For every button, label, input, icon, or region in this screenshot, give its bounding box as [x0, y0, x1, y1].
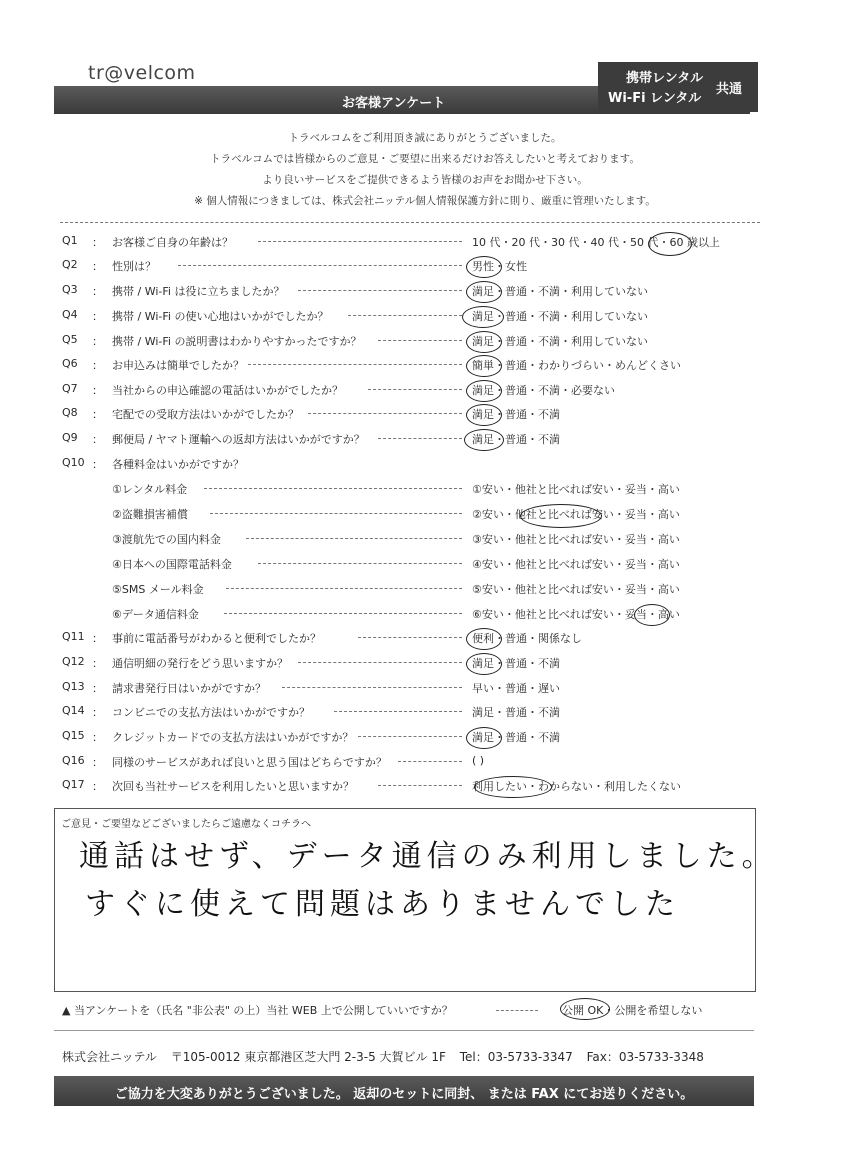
answer-options: 満足・普通・不満・利用していない	[472, 335, 648, 348]
question-text: 携帯 / Wi-Fi の使い心地はいかがでしたか？	[112, 310, 329, 323]
question-colon: ：	[92, 632, 103, 645]
question-colon: ：	[92, 335, 103, 348]
answer-options: 利用したい・わからない・利用したくない	[472, 780, 681, 793]
question-row	[0, 333, 850, 355]
question-number: Q11	[62, 630, 85, 643]
question-row	[0, 234, 850, 256]
question-number: Q4	[62, 308, 78, 321]
question-row	[0, 481, 850, 503]
question-number: Q9	[62, 431, 78, 444]
answer-circle	[466, 404, 502, 426]
answer-options: ④安い・他社と比べれば安い・妥当・高い	[472, 558, 680, 571]
answer-circle	[466, 653, 502, 675]
answer-options: 便利・普通・関係なし	[472, 632, 582, 645]
divider	[54, 1030, 754, 1031]
question-number: Q10	[62, 456, 85, 469]
question-text: 同様のサービスがあれば良いと思う国はどちらですか？	[112, 756, 387, 769]
fee-item-label: ④日本への国際電話料金	[112, 558, 232, 571]
question-row	[0, 406, 850, 428]
leader-line	[226, 588, 462, 589]
company-footer	[62, 1048, 714, 1065]
tag-wifi-rental: Wi-Fi レンタル	[608, 91, 702, 106]
publish-question: ▲ 当アンケートを（氏名 "非公表" の上）当社 WEB 上で公開していいですか？	[62, 1004, 453, 1017]
question-row	[0, 630, 850, 652]
question-number: Q7	[62, 382, 78, 395]
company-name: 株式会社ニッテル	[62, 1050, 157, 1064]
handwritten-comment-line-1: 通話はせず、データ通信のみ利用しました。	[79, 839, 777, 874]
leader-line	[258, 241, 462, 242]
question-text: 各種料金はいかがですか？	[112, 458, 244, 471]
intro-line: ※ 個人情報につきましては、株式会社ニッテル個人情報保護方針に則り、厳重に管理いたします。	[194, 195, 656, 207]
tag-common: 共通	[716, 82, 743, 97]
question-text: 携帯 / Wi-Fi は役に立ちましたか？	[112, 285, 285, 298]
comment-label: ご意見・ご要望などございましたらご遠慮なくコチラへ	[61, 819, 311, 830]
leader-line	[204, 488, 462, 489]
intro-line: より良いサービスをご提供できるよう皆様のお声をお聞かせ下さい。	[262, 174, 588, 186]
fee-item-label: ②盗難損害補償	[112, 508, 188, 521]
question-colon: ：	[92, 756, 103, 769]
question-text: 宅配での受取方法はいかがでしたか？	[112, 408, 299, 421]
question-text: 携帯 / Wi-Fi の説明書はわかりやすかったですか？	[112, 335, 362, 348]
answer-options: ①安い・他社と比べれば安い・妥当・高い	[472, 483, 680, 496]
answer-options: 満足・普通・不満	[472, 731, 560, 744]
leader-line	[246, 538, 462, 539]
question-colon: ：	[92, 384, 103, 397]
thanks-banner	[54, 1076, 754, 1106]
answer-options: 満足・普通・不満・必要ない	[472, 384, 615, 397]
question-row	[0, 357, 850, 379]
leader-line	[224, 613, 462, 614]
question-row	[0, 581, 850, 603]
leader-line	[248, 364, 462, 365]
answer-circle	[466, 380, 502, 402]
leader-line	[178, 265, 462, 266]
divider	[60, 222, 760, 223]
leader-line	[398, 761, 462, 762]
travelcom-logo: tr@velcom	[88, 62, 196, 84]
answer-options: 満足・普通・不満	[472, 408, 560, 421]
question-row	[0, 729, 850, 751]
question-text: 請求書発行日はいかがですか？	[112, 682, 266, 695]
handwritten-comment-line-2: すぐに使えて問題はありませんでした	[85, 887, 680, 922]
answer-options: ⑤安い・他社と比べれば安い・妥当・高い	[472, 583, 680, 596]
question-number: Q12	[62, 655, 85, 668]
leader-line	[368, 389, 462, 390]
publish-options: 公開 OK・公開を希望しない	[562, 1004, 703, 1017]
question-row	[0, 704, 850, 726]
question-row	[0, 258, 850, 280]
question-row	[0, 531, 850, 553]
question-row	[0, 606, 850, 628]
question-number: Q15	[62, 729, 85, 742]
question-text: 事前に電話番号がわかると便利でしたか？	[112, 632, 321, 645]
question-text: お申込みは簡単でしたか？	[112, 359, 244, 372]
answer-circle	[520, 504, 602, 528]
question-colon: ：	[92, 706, 103, 719]
question-row	[0, 283, 850, 305]
question-number: Q16	[62, 754, 85, 767]
question-number: Q13	[62, 680, 85, 693]
answer-options: 満足・普通・不満	[472, 657, 560, 670]
answer-circle	[466, 331, 502, 353]
answer-circle	[466, 281, 502, 303]
question-row	[0, 655, 850, 677]
question-text: 通信明細の発行をどう思いますか？	[112, 657, 288, 670]
question-colon: ：	[92, 458, 103, 471]
answer-circle	[466, 727, 502, 749]
fee-item-label: ⑤SMS メール料金	[112, 583, 204, 596]
question-number: Q5	[62, 333, 78, 346]
tag-mobile-rental: 携帯レンタル	[626, 71, 704, 86]
question-number: Q17	[62, 778, 85, 791]
comment-box[interactable]	[54, 808, 777, 992]
answer-circle	[466, 628, 502, 650]
leader-line	[258, 563, 462, 564]
leader-line	[348, 315, 462, 316]
answer-circle	[634, 604, 670, 626]
question-row	[0, 556, 850, 578]
intro-line: トラベルコムでは皆様からのご意見・ご要望に出来るだけお答えしたいと考えております。	[210, 153, 640, 165]
question-colon: ：	[92, 682, 103, 695]
question-colon: ：	[92, 359, 103, 372]
question-text: コンビニでの支払方法はいかがですか？	[112, 706, 310, 719]
question-row	[0, 308, 850, 330]
question-number: Q3	[62, 283, 78, 296]
leader-line	[298, 662, 462, 663]
answer-options: 簡単・普通・わかりづらい・めんどくさい	[472, 359, 681, 372]
answer-options: 満足・普通・不満	[472, 433, 560, 446]
thanks-text: ご協力を大変ありがとうございました。 返却のセットに同封、 または FAX にてお送りください。	[114, 1087, 694, 1102]
question-text: お客様ご自身の年齢は？	[112, 236, 233, 249]
question-row	[0, 382, 850, 404]
question-text: 次回も当社サービスを利用したいと思いますか？	[112, 780, 354, 793]
answer-options: 満足・普通・不満・利用していない	[472, 310, 648, 323]
question-text: 郵便局 / ヤマト運輸への返却方法はいかがですか？	[112, 433, 365, 446]
question-number: Q2	[62, 258, 78, 271]
survey-title: お客様アンケート	[342, 96, 446, 111]
question-row	[0, 431, 850, 453]
answer-circle	[466, 355, 502, 377]
question-row	[0, 680, 850, 702]
leader-line	[378, 438, 462, 439]
question-row	[0, 506, 850, 528]
answer-options: 満足・普通・不満	[472, 706, 560, 719]
answer-options: ③安い・他社と比べれば安い・妥当・高い	[472, 533, 680, 546]
service-tag	[598, 62, 758, 112]
fee-item-label: ①レンタル料金	[112, 483, 188, 496]
answer-circle	[560, 998, 610, 1020]
question-number: Q8	[62, 406, 78, 419]
answer-options: 10 代・20 代・30 代・40 代・50 代・60 歳以上	[472, 236, 720, 249]
question-row	[0, 754, 850, 776]
fee-item-label: ③渡航先での国内料金	[112, 533, 221, 546]
answer-circle	[474, 776, 552, 798]
intro-line: トラベルコムをご利用頂き誠にありがとうございました。	[288, 132, 562, 144]
answer-circle	[464, 429, 504, 451]
leader-line	[334, 711, 462, 712]
question-row	[0, 456, 850, 478]
question-colon: ：	[92, 433, 103, 446]
leader-line	[358, 736, 462, 737]
question-colon: ：	[92, 260, 103, 273]
leader-line	[282, 687, 462, 688]
answer-circle	[462, 306, 504, 328]
question-colon: ：	[92, 657, 103, 670]
question-colon: ：	[92, 285, 103, 298]
answer-options: 早い・普通・遅い	[472, 682, 560, 695]
question-text: 当社からの申込確認の電話はいかがでしたか？	[112, 384, 343, 397]
answer-options: ②安い・他社と比べれば安い・妥当・高い	[472, 508, 680, 521]
question-text: クレジットカードでの支払方法はいかがですか？	[112, 731, 354, 744]
leader-line	[358, 637, 462, 638]
question-text: 性別は？	[112, 260, 156, 273]
answer-options: 男性・女性	[472, 260, 527, 273]
company-fax: Fax：03-5733-3348	[586, 1050, 704, 1064]
answer-circle	[466, 256, 502, 278]
leader-line	[378, 340, 462, 341]
answer-options: ( )	[472, 754, 485, 767]
question-colon: ：	[92, 408, 103, 421]
question-row	[0, 778, 850, 800]
leader-line	[298, 290, 462, 291]
question-number: Q6	[62, 357, 78, 370]
answer-circle	[648, 232, 692, 256]
leader-line	[210, 513, 462, 514]
question-number: Q14	[62, 704, 85, 717]
answer-options: ⑥安い・他社と比べれば安い・妥当・高い	[472, 608, 680, 621]
question-colon: ：	[92, 236, 103, 249]
leader-line	[308, 413, 462, 414]
leader-line	[378, 785, 462, 786]
fee-item-label: ⑥データ通信料金	[112, 608, 199, 621]
question-colon: ：	[92, 731, 103, 744]
leader-line	[496, 1010, 538, 1011]
question-colon: ：	[92, 780, 103, 793]
answer-options: 満足・普通・不満・利用していない	[472, 285, 648, 298]
company-tel: Tel：03-5733-3347	[459, 1050, 573, 1064]
question-number: Q1	[62, 234, 78, 247]
company-address: 〒105-0012 東京都港区芝大門 2-3-5 大賀ビル 1F	[170, 1050, 446, 1064]
question-colon: ：	[92, 310, 103, 323]
